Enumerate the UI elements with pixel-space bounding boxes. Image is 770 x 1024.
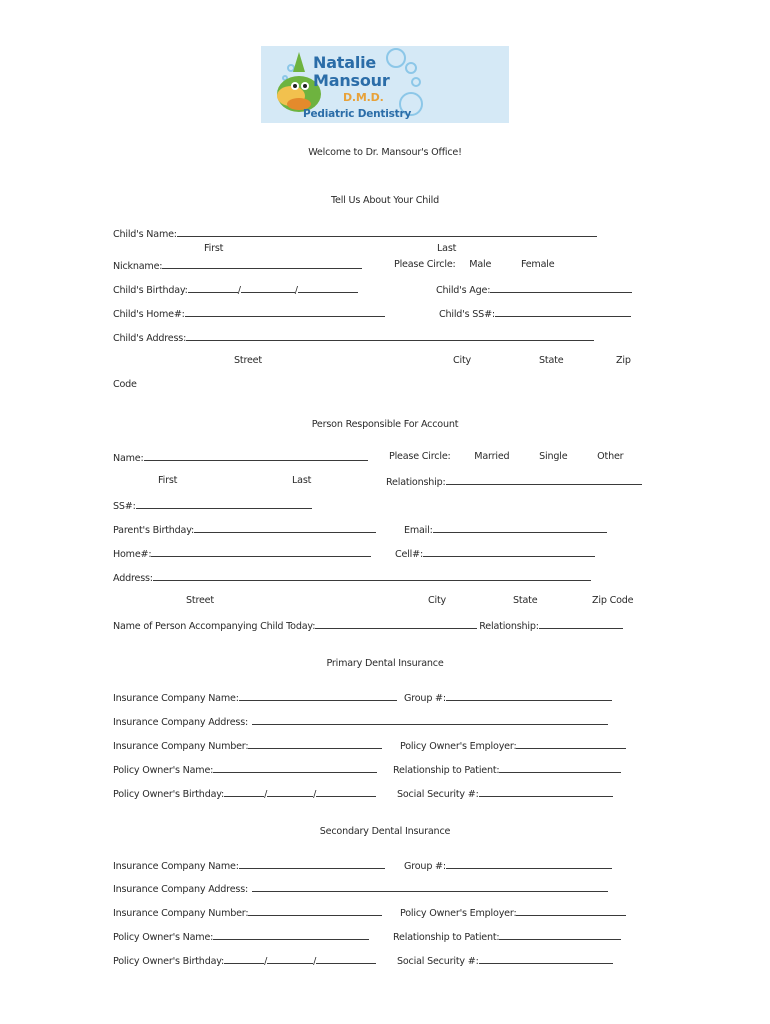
responsible-ss-label: SS#:	[113, 501, 136, 512]
secondary-company-name-row	[113, 859, 385, 872]
primary-owner-name-field[interactable]	[213, 763, 377, 773]
primary-group-field[interactable]	[446, 691, 612, 701]
responsible-relationship-label: Relationship:	[386, 477, 446, 488]
secondary-relationship-row	[393, 930, 621, 943]
secondary-company-address-row	[113, 882, 608, 895]
responsible-ss-field[interactable]	[136, 499, 312, 509]
accompany-label: Name of Person Accompanying Child Today:	[113, 621, 316, 632]
secondary-company-number-row	[113, 906, 382, 919]
child-state-caption: State	[539, 355, 564, 366]
child-address-label: Child's Address:	[113, 333, 187, 344]
secondary-owner-birthday-year-field[interactable]	[316, 954, 376, 964]
primary-owner-name-label: Policy Owner's Name:	[113, 765, 214, 776]
primary-social-row	[397, 787, 613, 800]
parent-birthday-row	[113, 523, 376, 536]
date-separator: /	[237, 285, 241, 296]
child-birthday-month-field[interactable]	[188, 283, 238, 293]
child-home-label: Child's Home#:	[113, 309, 185, 320]
secondary-employer-field[interactable]	[516, 906, 626, 916]
child-age-field[interactable]	[490, 283, 632, 293]
child-first-caption: First	[204, 243, 224, 254]
child-name-label: Child's Name:	[113, 229, 177, 240]
secondary-company-address-field[interactable]	[252, 882, 608, 892]
child-address-field[interactable]	[186, 331, 594, 341]
secondary-owner-birthday-row	[113, 954, 376, 967]
primary-relationship-row	[393, 763, 621, 776]
primary-group-label: Group #:	[404, 693, 446, 704]
child-ss-row	[439, 307, 631, 320]
child-age-label: Child's Age:	[436, 285, 491, 296]
email-label: Email:	[404, 525, 433, 536]
primary-company-number-row	[113, 739, 382, 752]
date-separator: /	[264, 956, 268, 967]
secondary-group-label: Group #:	[404, 861, 446, 872]
primary-employer-field[interactable]	[516, 739, 626, 749]
responsible-name-field[interactable]	[144, 451, 368, 461]
accompany-field[interactable]	[315, 619, 477, 629]
secondary-owner-birthday-month-field[interactable]	[224, 954, 264, 964]
primary-insurance-heading: Primary Dental Insurance	[326, 658, 444, 669]
primary-owner-birthday-year-field[interactable]	[316, 787, 376, 797]
marital-married-option[interactable]: Married	[474, 451, 510, 462]
cell-field[interactable]	[423, 547, 595, 557]
child-birthday-row	[113, 283, 358, 296]
primary-company-number-label: Insurance Company Number:	[113, 741, 249, 752]
gender-circle-row	[394, 259, 554, 270]
secondary-relationship-field[interactable]	[499, 930, 621, 940]
logo-mansour: Mansour	[313, 71, 390, 90]
secondary-social-field[interactable]	[479, 954, 613, 964]
email-field[interactable]	[433, 523, 607, 533]
child-section-heading: Tell Us About Your Child	[331, 195, 439, 206]
secondary-relationship-label: Relationship to Patient:	[393, 932, 500, 943]
responsible-section-heading: Person Responsible For Account	[311, 419, 459, 430]
responsible-address-label: Address:	[113, 573, 153, 584]
date-separator: /	[313, 956, 317, 967]
parent-birthday-field[interactable]	[194, 523, 376, 533]
secondary-owner-name-field[interactable]	[213, 930, 369, 940]
date-separator: /	[264, 789, 268, 800]
secondary-company-name-label: Insurance Company Name:	[113, 861, 239, 872]
child-street-caption: Street	[234, 355, 262, 366]
primary-company-name-field[interactable]	[239, 691, 397, 701]
email-row	[404, 523, 607, 536]
primary-company-address-field[interactable]	[252, 715, 608, 725]
logo-natalie: Natalie	[313, 53, 377, 72]
primary-owner-birthday-month-field[interactable]	[224, 787, 264, 797]
responsible-address-field[interactable]	[153, 571, 591, 581]
child-ss-label: Child's SS#:	[439, 309, 495, 320]
primary-company-number-field[interactable]	[248, 739, 382, 749]
primary-company-name-label: Insurance Company Name:	[113, 693, 239, 704]
secondary-group-row	[404, 859, 612, 872]
secondary-insurance-heading: Secondary Dental Insurance	[319, 826, 451, 837]
secondary-employer-label: Policy Owner's Employer:	[400, 908, 517, 919]
responsible-home-label: Home#:	[113, 549, 152, 560]
marital-single-option[interactable]: Single	[539, 451, 568, 462]
nickname-row	[113, 259, 362, 272]
cell-row	[395, 547, 595, 560]
child-name-field[interactable]	[177, 227, 597, 237]
responsible-last-caption: Last	[292, 475, 312, 486]
logo-dmd: D.M.D.	[343, 91, 384, 104]
primary-company-name-row	[113, 691, 397, 704]
cell-label: Cell#:	[395, 549, 424, 560]
responsible-zip-caption: Zip Code	[592, 595, 634, 606]
secondary-social-label: Social Security #:	[397, 956, 479, 967]
nickname-field[interactable]	[162, 259, 362, 269]
secondary-company-name-field[interactable]	[239, 859, 385, 869]
secondary-company-address-label: Insurance Company Address:	[113, 884, 249, 895]
accompany-row	[113, 619, 623, 632]
primary-relationship-field[interactable]	[499, 763, 621, 773]
child-code-caption: Code	[113, 379, 137, 390]
primary-employer-row	[400, 739, 626, 752]
primary-employer-label: Policy Owner's Employer:	[400, 741, 517, 752]
responsible-name-label: Name:	[113, 453, 144, 464]
secondary-company-number-field[interactable]	[248, 906, 382, 916]
primary-group-row	[404, 691, 612, 704]
child-birthday-year-field[interactable]	[298, 283, 358, 293]
secondary-group-field[interactable]	[446, 859, 612, 869]
responsible-home-field[interactable]	[151, 547, 371, 557]
responsible-first-caption: First	[158, 475, 178, 486]
child-ss-field[interactable]	[495, 307, 631, 317]
child-birthday-label: Child's Birthday:	[113, 285, 188, 296]
practice-logo	[261, 46, 509, 123]
gender-female-option[interactable]: Female	[520, 259, 555, 270]
primary-relationship-label: Relationship to Patient:	[393, 765, 500, 776]
accompany-relationship-field[interactable]	[539, 619, 623, 629]
secondary-owner-birthday-label: Policy Owner's Birthday:	[113, 956, 225, 967]
responsible-relationship-row	[386, 475, 642, 488]
accompany-relationship-label: Relationship:	[479, 621, 539, 632]
primary-company-address-label: Insurance Company Address:	[113, 717, 249, 728]
primary-social-label: Social Security #:	[397, 789, 479, 800]
child-home-row	[113, 307, 385, 320]
responsible-address-row	[113, 571, 591, 584]
primary-owner-birthday-row	[113, 787, 376, 800]
secondary-owner-name-label: Policy Owner's Name:	[113, 932, 214, 943]
gender-male-option[interactable]: Male	[469, 259, 492, 270]
secondary-owner-birthday-day-field[interactable]	[267, 954, 313, 964]
date-separator: /	[313, 789, 317, 800]
responsible-street-caption: Street	[186, 595, 214, 606]
primary-owner-birthday-label: Policy Owner's Birthday:	[113, 789, 225, 800]
child-birthday-day-field[interactable]	[241, 283, 295, 293]
child-address-row	[113, 331, 594, 344]
child-zip-caption: Zip	[616, 355, 631, 366]
secondary-owner-name-row	[113, 930, 369, 943]
responsible-name-row	[113, 451, 368, 464]
primary-owner-birthday-day-field[interactable]	[267, 787, 313, 797]
parent-birthday-label: Parent's Birthday:	[113, 525, 195, 536]
marital-circle-row	[389, 451, 623, 462]
marital-circle-label: Please Circle:	[389, 451, 451, 462]
welcome-text: Welcome to Dr. Mansour's Office!	[308, 147, 462, 158]
child-name-row	[113, 227, 597, 240]
responsible-relationship-field[interactable]	[446, 475, 642, 485]
child-age-row	[436, 283, 632, 296]
child-home-field[interactable]	[185, 307, 385, 317]
logo-pediatric-dentistry: Pediatric Dentistry	[303, 108, 412, 120]
child-last-caption: Last	[437, 243, 457, 254]
child-city-caption: City	[453, 355, 472, 366]
primary-owner-name-row	[113, 763, 377, 776]
responsible-state-caption: State	[513, 595, 538, 606]
date-separator: /	[294, 285, 298, 296]
secondary-employer-row	[400, 906, 626, 919]
responsible-ss-row	[113, 499, 312, 512]
secondary-company-number-label: Insurance Company Number:	[113, 908, 249, 919]
primary-social-field[interactable]	[479, 787, 613, 797]
responsible-home-row	[113, 547, 371, 560]
secondary-social-row	[397, 954, 613, 967]
marital-other-option[interactable]: Other	[597, 451, 624, 462]
primary-company-address-row	[113, 715, 608, 728]
gender-circle-label: Please Circle:	[394, 259, 456, 270]
nickname-label: Nickname:	[113, 261, 163, 272]
responsible-city-caption: City	[428, 595, 447, 606]
